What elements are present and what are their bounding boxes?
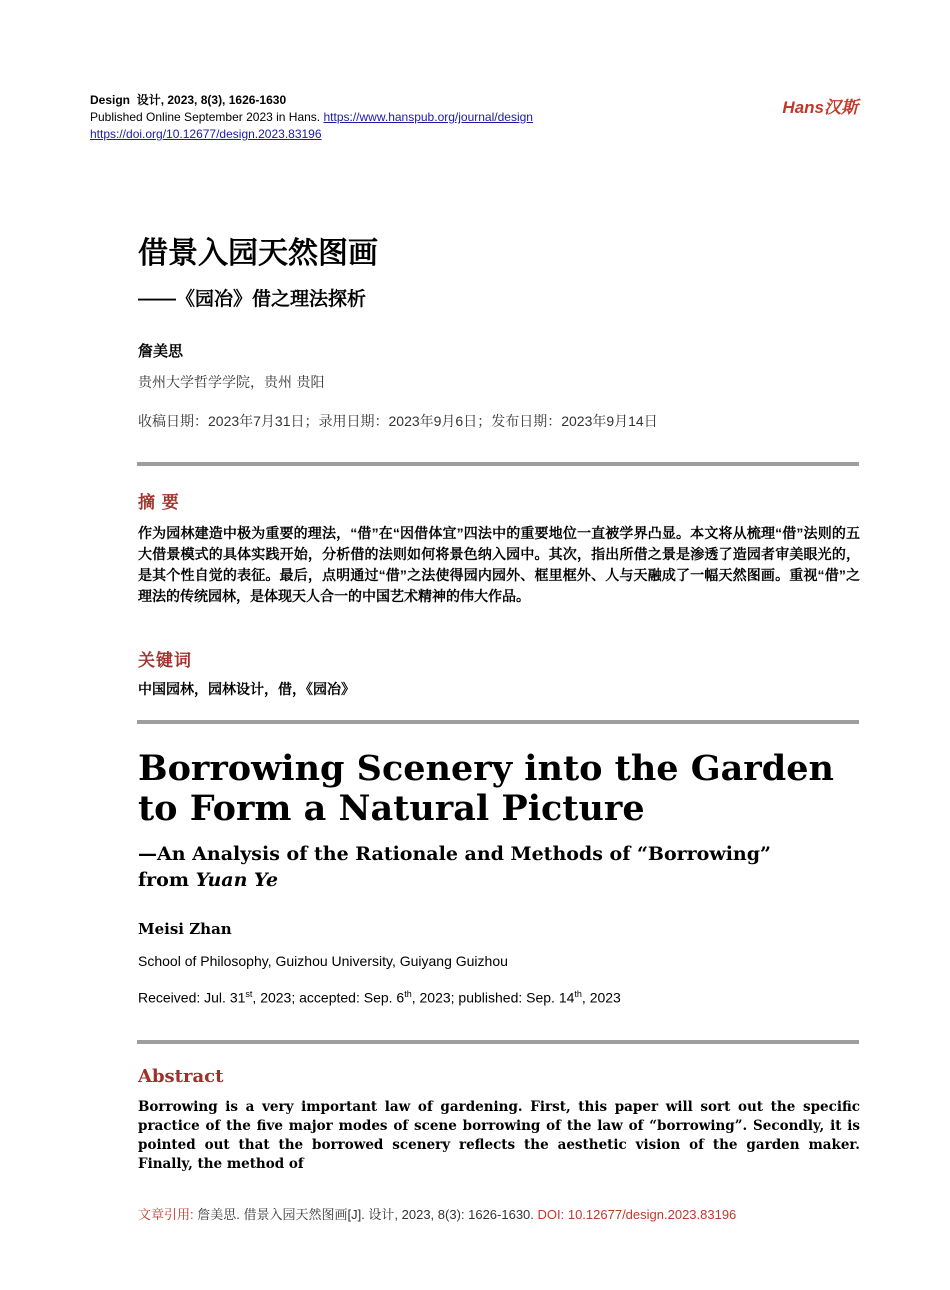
published-sup: th: [574, 989, 582, 999]
published-year: , 2023: [581, 989, 621, 1006]
hans-logo: Hans汉斯: [782, 98, 858, 117]
en-author: Meisi Zhan: [138, 920, 232, 938]
cn-abstract-heading: 摘 要: [138, 493, 180, 512]
citation: [138, 1204, 736, 1223]
journal-name: Design: [90, 93, 131, 107]
doi-line: [90, 126, 322, 143]
en-subtitle-line2: [138, 867, 771, 893]
cn-subtitle: ——《园冶》借之理法探析: [138, 289, 367, 310]
citation-doi: DOI: 10.12677/design.2023.83196: [537, 1207, 737, 1222]
en-abstract-text: Borrowing is a very important law of gardening. First, this paper will sort out the specific practice of the five major modes of scene borrowing of the law of “borrowing”. Secondly, it is pointed out that the borrowed scenery reflects the aesthetic vision of the garden maker. Finally, the method of: [138, 1099, 860, 1172]
journal-info: [90, 92, 286, 109]
en-title-line2: to Form a Natural Picture: [138, 788, 645, 829]
divider: [137, 720, 859, 724]
citation-text: 詹美思. 借景入园天然图画[J]. 设计, 2023, 8(3): 1626-1630.: [193, 1207, 538, 1222]
published-text: Published Online September 2023 in Hans.: [90, 110, 321, 124]
en-subtitle-line1: —An Analysis of the Rationale and Methods of “Borrowing”: [138, 843, 771, 865]
cn-keywords-heading: 关键词: [138, 651, 192, 670]
en-title-line1: Borrowing Scenery into the Garden: [138, 748, 834, 789]
divider: [137, 462, 859, 466]
doi-link[interactable]: https://doi.org/10.12677/design.2023.83196: [90, 127, 322, 141]
en-subtitle: [138, 841, 771, 893]
en-subtitle-from: from: [138, 869, 196, 891]
en-affiliation: School of Philosophy, Guizhou University, Guiyang Guizhou: [138, 953, 508, 969]
journal-issue: 设计, 2023, 8(3), 1626-1630: [136, 93, 287, 107]
en-subtitle-book: Yuan Ye: [195, 869, 279, 891]
cn-title: 借景入园天然图画: [138, 237, 378, 270]
cn-keywords: 中国园林，园林设计，借，《园冶》: [138, 681, 355, 697]
published-line: [90, 109, 533, 126]
en-title: [138, 749, 834, 829]
received-sup: st: [245, 989, 253, 999]
divider: [137, 1040, 859, 1044]
cn-author: 詹美思: [138, 342, 184, 360]
citation-label: 文章引用:: [138, 1207, 194, 1222]
en-abstract-heading: Abstract: [138, 1066, 224, 1087]
cn-dates: 收稿日期：2023年7月31日；录用日期：2023年9月6日；发布日期：2023年9月14日: [138, 413, 658, 429]
cn-abstract-text: 作为园林建造中极为重要的理法，“借”在“因借体宜”四法中的重要地位一直被学界凸显。本文将从梳理“借”法则的五大借景模式的具体实践开始，分析借的法则如何将景色纳入园中。其次，指出所借之景是渗透了造园者审美眼光的，是其个性自觉的表征。最后，点明通过“借”之法使得园内园外、框里框外、人与天融成了一幅天然图画。重视“借”之理法的传统园林，是体现天人合一的中国艺术精神的伟大作品。: [138, 525, 860, 604]
accepted-sup: th: [404, 989, 412, 999]
en-dates: [138, 989, 621, 1006]
received-date: Received: Jul. 31: [138, 989, 246, 1006]
cn-affiliation: 贵州大学哲学学院，贵州 贵阳: [138, 375, 325, 391]
published-date: , 2023; published: Sep. 14: [411, 989, 575, 1006]
accepted-date: , 2023; accepted: Sep. 6: [252, 989, 405, 1006]
journal-link[interactable]: https://www.hanspub.org/journal/design: [323, 110, 533, 124]
